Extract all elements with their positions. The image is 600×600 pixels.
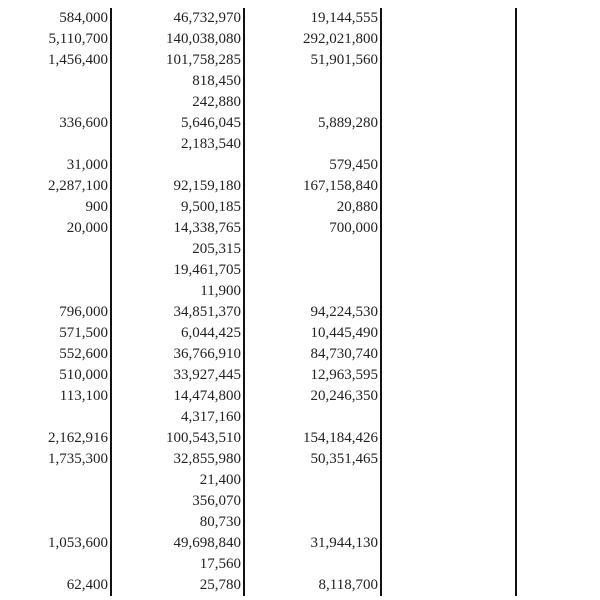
table-cell-col3 [260, 281, 378, 302]
table-row [0, 8, 600, 29]
table-cell-col1 [0, 491, 108, 512]
table-row [0, 176, 600, 197]
table-row [0, 344, 600, 365]
table-cell-col1 [0, 554, 108, 575]
table-cell-col1: 510,000 [59, 367, 108, 383]
table-cell-col3: 19,144,555 [310, 10, 378, 26]
table-cell-col1 [0, 407, 108, 428]
table-cell-col2: 100,543,510 [166, 430, 241, 446]
table-row [0, 92, 600, 113]
table-cell-col1 [0, 512, 108, 533]
table-cell-col1: 900 [85, 199, 108, 215]
table-cell-col2: 34,851,370 [173, 304, 241, 320]
table-row [0, 491, 600, 512]
table-cell-col1: 113,100 [59, 388, 108, 404]
table-cell-col1: 336,600 [59, 115, 108, 131]
table-cell-col3: 31,944,130 [310, 535, 378, 551]
table-cell-col2: 356,070 [192, 493, 241, 509]
table-cell-col2: 140,038,080 [166, 31, 241, 47]
table-cell-col1: 552,600 [59, 346, 108, 362]
table-cell-col3: 700,000 [329, 220, 378, 236]
table-cell-col3 [260, 512, 378, 533]
table-row [0, 386, 600, 407]
table-cell-col1: 31,000 [66, 157, 108, 173]
table-row [0, 407, 600, 428]
table-cell-col3: 12,963,595 [310, 367, 378, 383]
table-cell-col2: 92,159,180 [173, 178, 241, 194]
table-cell-col3 [260, 134, 378, 155]
table-cell-col3: 579,450 [329, 157, 378, 173]
table-cell-col2: 36,766,910 [173, 346, 241, 362]
table-cell-col2: 818,450 [192, 73, 241, 89]
table-cell-col1 [0, 134, 108, 155]
table-cell-col3: 8,118,700 [318, 577, 378, 593]
table-cell-col1 [0, 239, 108, 260]
table-row [0, 449, 600, 470]
table-cell-col2: 242,880 [192, 94, 241, 110]
table-row [0, 533, 600, 554]
table-row [0, 323, 600, 344]
table-cell-col2: 11,900 [200, 283, 241, 299]
table-row [0, 512, 600, 533]
table-cell-col1 [0, 260, 108, 281]
table-cell-col2: 21,400 [199, 472, 241, 488]
table-row [0, 113, 600, 134]
table-cell-col2: 49,698,840 [173, 535, 241, 551]
table-row [0, 29, 600, 50]
table-row [0, 575, 600, 596]
table-cell-col1: 20,000 [66, 220, 108, 236]
table-cell-col1 [0, 470, 108, 491]
number-table [0, 8, 600, 596]
table-cell-col2: 17,560 [199, 556, 241, 572]
table-cell-col3 [260, 491, 378, 512]
table-cell-col3: 154,184,426 [303, 430, 378, 446]
table-cell-col1: 62,400 [66, 577, 108, 593]
table-row [0, 365, 600, 386]
table-cell-col1: 571,500 [59, 325, 108, 341]
table-row [0, 155, 600, 176]
table-row [0, 71, 600, 92]
table-cell-col3: 84,730,740 [310, 346, 378, 362]
table-cell-col2: 205,315 [192, 241, 241, 257]
table-cell-col3 [260, 554, 378, 575]
table-cell-col3: 51,901,560 [310, 52, 378, 68]
table-cell-col1 [0, 92, 108, 113]
table-cell-col1: 1,456,400 [48, 52, 108, 68]
table-cell-col1: 796,000 [59, 304, 108, 320]
table-cell-col2: 5,646,045 [181, 115, 241, 131]
table-cell-col3: 20,880 [336, 199, 378, 215]
table-row [0, 50, 600, 71]
table-cell-col3 [260, 71, 378, 92]
table-row [0, 197, 600, 218]
table-cell-col2: 4,317,160 [181, 409, 241, 425]
table-row [0, 134, 600, 155]
table-cell-col2 [120, 155, 241, 176]
table-row [0, 554, 600, 575]
table-cell-col2: 46,732,970 [173, 10, 241, 26]
table-cell-col3: 167,158,840 [303, 178, 378, 194]
table-cell-col2: 80,730 [199, 514, 241, 530]
table-cell-col2: 6,044,425 [181, 325, 241, 341]
table-cell-col3 [260, 407, 378, 428]
table-cell-col3 [260, 92, 378, 113]
table-cell-col1: 1,735,300 [48, 451, 108, 467]
table-cell-col2: 32,855,980 [173, 451, 241, 467]
table-cell-col3 [260, 239, 378, 260]
table-row [0, 302, 600, 323]
table-cell-col2: 19,461,705 [173, 262, 241, 278]
table-cell-col3: 50,351,465 [310, 451, 378, 467]
table-cell-col1 [0, 281, 108, 302]
table-cell-col1 [0, 71, 108, 92]
table-cell-col2: 14,338,765 [173, 220, 241, 236]
table-cell-col2: 9,500,185 [181, 199, 241, 215]
table-cell-col3 [260, 260, 378, 281]
table-cell-col3: 20,246,350 [310, 388, 378, 404]
table-cell-col3 [260, 470, 378, 491]
table-cell-col3: 10,445,490 [310, 325, 378, 341]
table-cell-col2: 25,780 [199, 577, 241, 593]
table-cell-col1: 2,162,916 [48, 430, 108, 446]
table-cell-col3: 94,224,530 [310, 304, 378, 320]
table-cell-col1: 2,287,100 [48, 178, 108, 194]
table-cell-col2: 14,474,800 [173, 388, 241, 404]
table-cell-col2: 33,927,445 [173, 367, 241, 383]
table-cell-col3: 5,889,280 [318, 115, 378, 131]
table-row [0, 428, 600, 449]
table-cell-col3: 292,021,800 [303, 31, 378, 47]
table-row [0, 218, 600, 239]
table-row [0, 281, 600, 302]
table-cell-col2: 101,758,285 [166, 52, 241, 68]
table-cell-col1: 1,053,600 [48, 535, 108, 551]
table-row [0, 470, 600, 491]
table-row [0, 239, 600, 260]
table-cell-col2: 2,183,540 [181, 136, 241, 152]
table-cell-col1: 584,000 [59, 10, 108, 26]
table-row [0, 260, 600, 281]
table-cell-col1: 5,110,700 [48, 31, 108, 47]
